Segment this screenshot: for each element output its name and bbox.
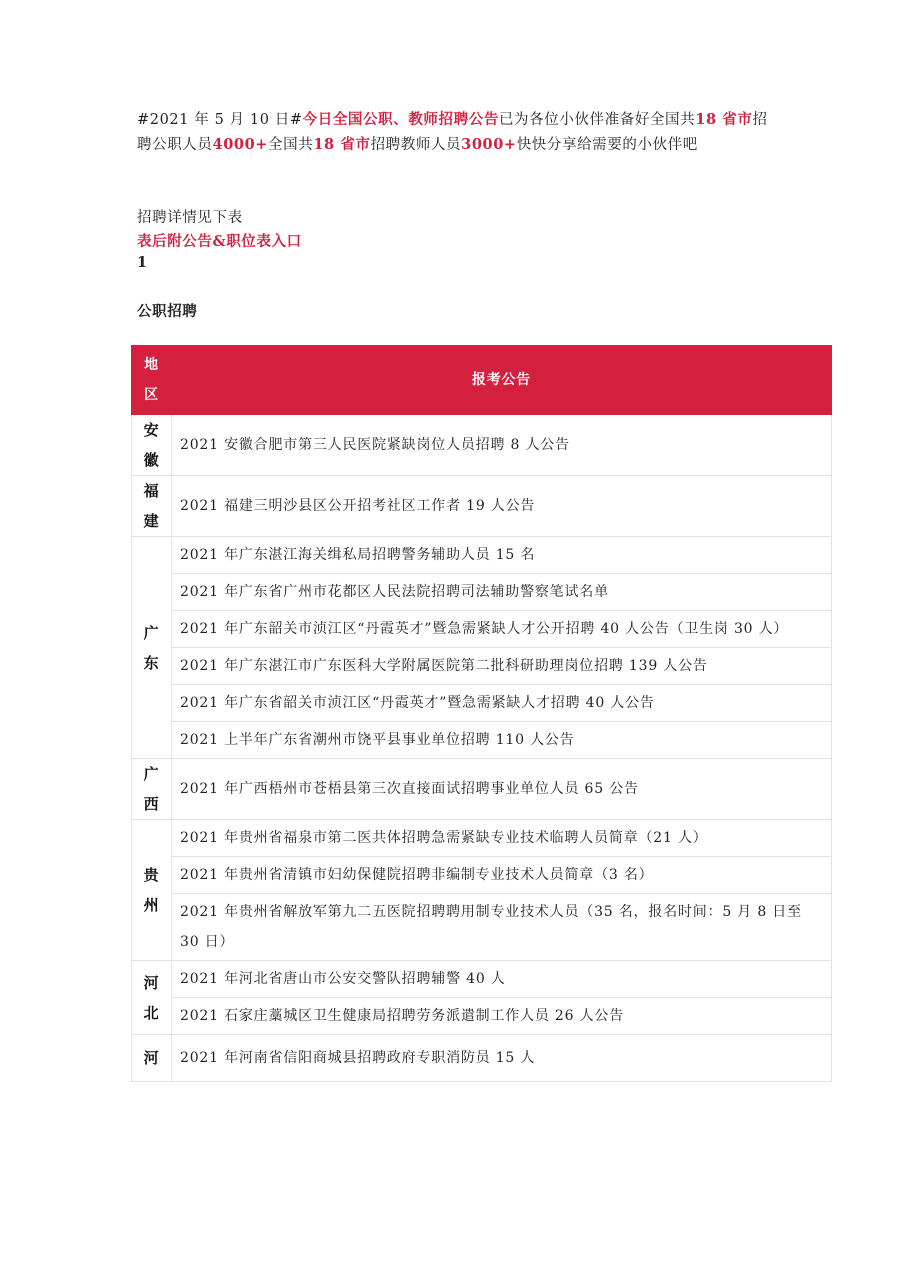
notice-link[interactable]: 2021 年广东省广州市花都区人民法院招聘司法辅助警察笔试名单 [172, 574, 832, 611]
intro-highlight-count: 3000+ [461, 135, 517, 153]
recruitment-table [131, 345, 832, 1082]
intro-highlight-provinces: 18 省市 [695, 111, 753, 128]
table-row [132, 1035, 832, 1082]
notice-link[interactable]: 2021 年贵州省福泉市第二医共体招聘急需紧缺专业技术临聘人员简章（21 人） [172, 820, 832, 857]
notice-link[interactable]: 2021 年广东湛江市广东医科大学附属医院第二批科研助理岗位招聘 139 人公告 [172, 648, 832, 685]
section-title: 公职招聘 [137, 303, 198, 320]
table-row [132, 476, 832, 537]
table-row [132, 759, 832, 820]
table-row [132, 611, 832, 648]
intro-text: 已为各位小伙伴准备好全国共 [498, 112, 696, 128]
notice-link[interactable]: 2021 年贵州省清镇市妇幼保健院招聘非编制专业技术人员简章（3 名） [172, 857, 832, 894]
intro-highlight-count: 4000+ [212, 135, 269, 153]
notice-link[interactable]: 2021 福建三明沙县区公开招考社区工作者 19 人公告 [172, 476, 832, 537]
table-row [132, 722, 832, 759]
notice-link[interactable]: 2021 年广西梧州市苍梧县第三次直接面试招聘事业单位人员 65 公告 [172, 759, 832, 820]
table-row [132, 820, 832, 857]
region-cell: 贵州 [132, 820, 172, 961]
region-cell: 河北 [132, 961, 172, 1035]
notice-link[interactable]: 2021 年贵州省解放军第九二五医院招聘聘用制专业技术人员（35 名，报名时间：5 月 8 日至 30 日） [172, 894, 832, 961]
table-row [132, 894, 832, 961]
intro-text: 招聘公职人员 [137, 112, 768, 153]
table-row [132, 961, 832, 998]
table-row [132, 574, 832, 611]
notice-link[interactable]: 2021 年广东省韶关市浈江区“丹霞英才”暨急需紧缺人才招聘 40 人公告 [172, 685, 832, 722]
table-row [132, 415, 832, 476]
table-row [132, 685, 832, 722]
table-body [132, 415, 832, 1082]
entry-link[interactable]: 表后附公告&职位表入口 [137, 233, 302, 250]
section-number: 1 [137, 254, 148, 271]
table-row [132, 857, 832, 894]
table-row [132, 998, 832, 1035]
intro-date-tag: #2021 年 5 月 10 日# [137, 112, 303, 128]
region-cell: 安徽 [132, 415, 172, 476]
region-cell: 广东 [132, 537, 172, 759]
intro-text: 快快分享给需要的小伙伴吧 [516, 136, 698, 153]
region-cell: 福建 [132, 476, 172, 537]
intro-highlight-title: 今日全国公职、教师招聘公告 [302, 111, 499, 128]
notice-link[interactable]: 2021 石家庄藁城区卫生健康局招聘劳务派遣制工作人员 26 人公告 [172, 998, 832, 1035]
table-row [132, 537, 832, 574]
notice-link[interactable]: 2021 上半年广东省潮州市饶平县事业单位招聘 110 人公告 [172, 722, 832, 759]
notice-link[interactable]: 2021 安徽合肥市第三人民医院紧缺岗位人员招聘 8 人公告 [172, 415, 832, 476]
table-header-row [132, 346, 832, 415]
header-region: 地区 [132, 346, 172, 415]
notice-link[interactable]: 2021 年河南省信阳商城县招聘政府专职消防员 15 人 [172, 1035, 832, 1082]
intro-highlight-provinces: 18 省市 [313, 135, 371, 153]
intro-text: 全国共 [268, 136, 314, 153]
intro-paragraph [137, 108, 772, 157]
notice-link[interactable]: 2021 年广东湛江海关缉私局招聘警务辅助人员 15 名 [172, 537, 832, 574]
header-notice: 报考公告 [172, 346, 832, 415]
table-row [132, 648, 832, 685]
region-cell: 河 [132, 1035, 172, 1082]
notice-link[interactable]: 2021 年河北省唐山市公安交警队招聘辅警 40 人 [172, 961, 832, 998]
details-note: 招聘详情见下表 [137, 210, 243, 226]
intro-text: 招聘教师人员 [370, 136, 462, 153]
region-cell: 广西 [132, 759, 172, 820]
notice-link[interactable]: 2021 年广东韶关市浈江区“丹霞英才”暨急需紧缺人才公开招聘 40 人公告（卫生岗 30 人） [172, 611, 832, 648]
